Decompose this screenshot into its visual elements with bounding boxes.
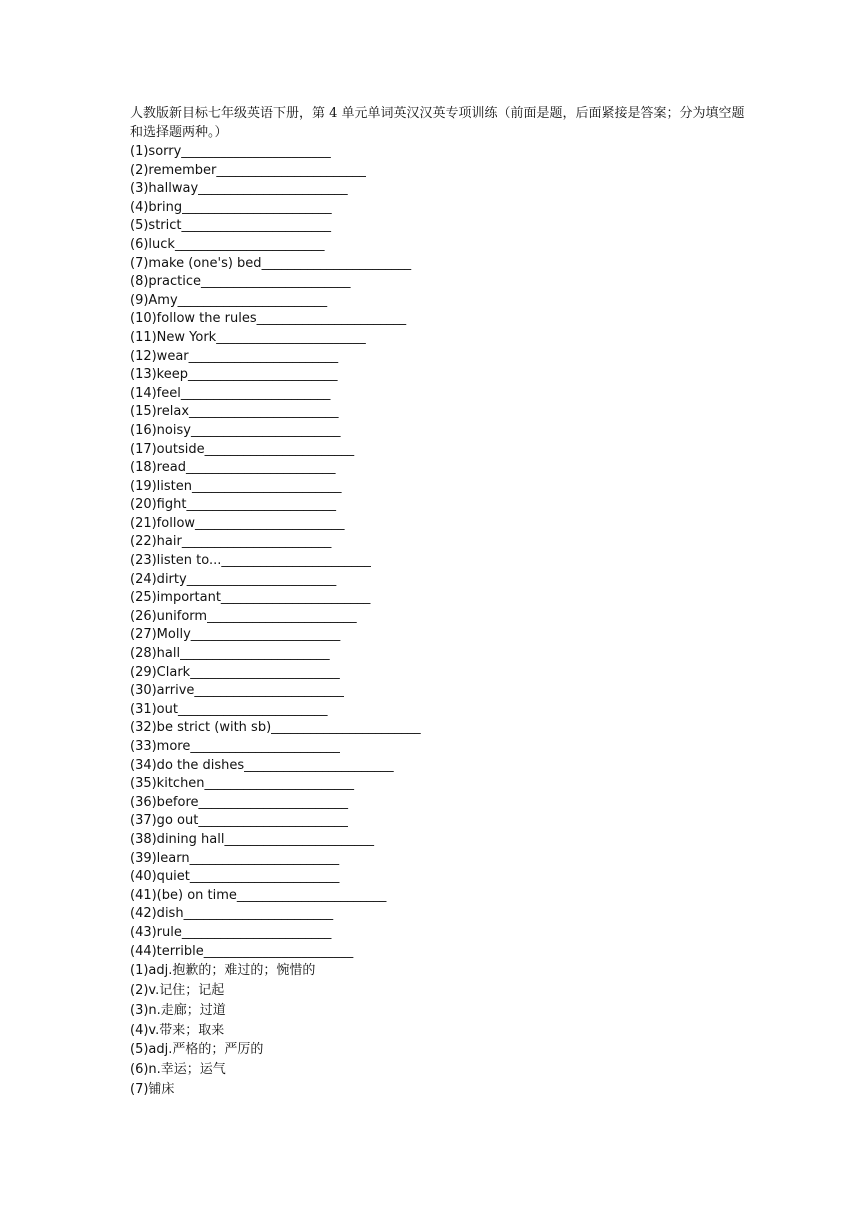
answer-blank: _______________________	[189, 869, 340, 885]
question-item	[130, 738, 750, 757]
question-item	[130, 924, 750, 943]
answer-meaning: 带来；取来	[159, 1022, 225, 1038]
answer-blank: _______________________	[261, 255, 412, 271]
question-item	[130, 626, 750, 645]
answer-blank: _______________________	[198, 813, 348, 829]
answer-part-of-speech: adj.	[148, 963, 173, 979]
answer-blank: _______________________	[195, 515, 345, 531]
question-item	[130, 459, 750, 478]
question-term: (10)follow the rules	[130, 311, 257, 327]
question-item	[130, 943, 750, 962]
question-term: (29)Clark	[130, 664, 191, 680]
question-term: (19)listen	[130, 478, 193, 494]
question-item	[130, 385, 750, 404]
question-term: (16)noisy	[130, 422, 191, 438]
answer-meaning: 记住；记起	[159, 982, 225, 998]
question-item	[130, 329, 750, 348]
question-term: (5)strict	[130, 218, 182, 234]
question-term: (25)important	[130, 590, 221, 606]
question-item	[130, 812, 750, 831]
answer-blank: _______________________	[203, 943, 354, 959]
answer-blank: _______________________	[271, 720, 421, 736]
answer-blank: _______________________	[216, 329, 366, 345]
question-item	[130, 664, 750, 683]
question-term: (18)read	[130, 460, 186, 476]
answer-meaning: 铺床	[148, 1081, 175, 1097]
question-term: (11)New York	[130, 329, 217, 345]
answer-blank: _______________________	[190, 627, 341, 643]
answer-blank: _______________________	[180, 646, 330, 662]
question-term: (2)remember	[130, 162, 217, 178]
answer-blank: _______________________	[224, 831, 374, 847]
question-item	[130, 366, 750, 385]
answer-blank: _______________________	[182, 199, 332, 215]
answer-number: (2)	[130, 982, 149, 998]
question-term: (22)hair	[130, 534, 182, 550]
answer-blank: _______________________	[177, 292, 328, 308]
question-item	[130, 236, 750, 255]
question-term: (44)terrible	[130, 943, 204, 959]
question-item	[130, 348, 750, 367]
question-item	[130, 757, 750, 776]
question-term: (37)go out	[130, 813, 199, 829]
answer-blank: _______________________	[180, 385, 331, 401]
answer-blank: _______________________	[256, 311, 407, 327]
question-term: (20)fight	[130, 497, 187, 513]
answer-number: (4)	[130, 1022, 149, 1038]
question-item	[130, 292, 750, 311]
answer-part-of-speech: n.	[148, 1002, 161, 1018]
question-term: (27)Molly	[130, 627, 191, 643]
answer-item	[130, 981, 750, 1001]
answer-blank: _______________________	[190, 422, 341, 438]
question-term: (28)hall	[130, 646, 181, 662]
document-intro: 人教版新目标七年级英语下册，第 4 单元单词英汉汉英专项训练（前面是题，后面紧接是答案；分为填空题和选择题两种。）	[130, 106, 745, 140]
question-item	[130, 775, 750, 794]
question-term: (8)practice	[130, 274, 201, 290]
answer-blank: _______________________	[198, 181, 348, 197]
answer-blank: _______________________	[190, 739, 340, 754]
question-item	[130, 589, 750, 608]
answer-blank: _______________________	[189, 404, 339, 420]
question-term: (26)uniform	[130, 608, 208, 624]
answer-blank: _______________________	[236, 887, 387, 903]
answer-number: (3)	[130, 1002, 149, 1018]
question-item	[130, 478, 750, 497]
question-term: (39)learn	[130, 850, 190, 866]
answer-item	[130, 1040, 750, 1060]
answer-list	[130, 961, 750, 1100]
answer-part-of-speech: adj.	[148, 1042, 173, 1058]
question-item	[130, 199, 750, 218]
question-term: (31)out	[130, 701, 178, 717]
question-item	[130, 180, 750, 199]
answer-blank: _______________________	[186, 497, 336, 513]
answer-blank: _______________________	[181, 534, 332, 550]
answer-blank: _______________________	[244, 757, 394, 773]
question-term: (34)do the dishes	[130, 757, 245, 773]
answer-blank: _______________________	[220, 590, 371, 606]
question-item	[130, 255, 750, 274]
answer-item	[130, 1021, 750, 1041]
question-term: (6)luck	[130, 236, 175, 252]
answer-blank: _______________________	[186, 571, 337, 587]
question-term: (3)hallway	[130, 181, 199, 197]
answer-meaning: 走廊；过道	[160, 1002, 226, 1018]
answer-blank: _______________________	[189, 850, 340, 866]
answer-meaning: 幸运；运气	[160, 1062, 226, 1078]
question-item	[130, 310, 750, 329]
answer-blank: _______________________	[198, 794, 349, 810]
answer-blank: _______________________	[177, 701, 328, 717]
question-item	[130, 273, 750, 292]
question-term: (24)dirty	[130, 571, 187, 587]
question-item	[130, 794, 750, 813]
question-item	[130, 552, 750, 571]
question-item	[130, 645, 750, 664]
question-term: (38)dining hall	[130, 831, 225, 847]
question-term: (21)follow	[130, 515, 196, 531]
question-item	[130, 143, 750, 162]
question-term: (9)Amy	[130, 292, 178, 308]
answer-part-of-speech: v.	[148, 982, 160, 998]
question-term: (23)listen to...	[130, 553, 222, 569]
answer-item	[130, 1060, 750, 1080]
question-term: (17)outside	[130, 441, 205, 457]
answer-blank: _______________________	[183, 906, 334, 922]
question-item	[130, 868, 750, 887]
answer-blank: _______________________	[221, 553, 371, 569]
answer-part-of-speech: v.	[148, 1022, 160, 1038]
question-item	[130, 682, 750, 701]
question-item	[130, 403, 750, 422]
question-item	[130, 515, 750, 534]
question-term: (1)sorry	[130, 144, 182, 159]
answer-blank: _______________________	[181, 924, 332, 940]
question-item	[130, 850, 750, 869]
answer-blank: _______________________	[185, 460, 336, 476]
question-item	[130, 905, 750, 924]
answer-blank: _______________________	[207, 608, 357, 624]
answer-number: (5)	[130, 1042, 149, 1058]
question-term: (36)before	[130, 794, 199, 810]
answer-part-of-speech: n.	[148, 1062, 161, 1078]
question-item	[130, 887, 750, 906]
question-item	[130, 162, 750, 181]
answer-number: (1)	[130, 963, 149, 979]
question-term: (12)wear	[130, 348, 189, 364]
question-term: (42)dish	[130, 906, 184, 922]
question-term: (13)keep	[130, 367, 188, 383]
answer-blank: _______________________	[174, 236, 325, 252]
answer-blank: _______________________	[188, 367, 338, 383]
answer-number: (7)	[130, 1081, 149, 1097]
answer-blank: _______________________	[188, 348, 339, 364]
document-content	[130, 104, 750, 1100]
question-term: (30)arrive	[130, 683, 195, 699]
answer-meaning: 严格的；严厉的	[172, 1042, 264, 1058]
answer-blank: _______________________	[192, 478, 342, 494]
answer-blank: _______________________	[181, 144, 331, 159]
question-item	[130, 719, 750, 738]
question-item	[130, 831, 750, 850]
question-term: (4)bring	[130, 199, 183, 215]
question-item	[130, 496, 750, 515]
answer-number: (6)	[130, 1062, 149, 1078]
question-term: (33)more	[130, 739, 191, 754]
answer-blank: _______________________	[204, 441, 355, 457]
question-item	[130, 217, 750, 236]
answer-blank: _______________________	[190, 664, 340, 680]
question-item	[130, 422, 750, 441]
question-term: (43)rule	[130, 924, 182, 940]
question-term: (32)be strict (with sb)	[130, 720, 272, 736]
answer-meaning: 抱歉的；难过的；惋惜的	[172, 963, 316, 979]
question-item	[130, 441, 750, 460]
question-term: (41)(be) on time	[130, 887, 237, 903]
question-term: (7)make (one's) bed	[130, 255, 262, 271]
question-term: (35)kitchen	[130, 776, 205, 792]
question-term: (15)relax	[130, 404, 190, 420]
question-term: (14)feel	[130, 385, 181, 401]
answer-item	[130, 961, 750, 981]
question-item	[130, 533, 750, 552]
question-list	[130, 143, 750, 961]
answer-blank: _______________________	[194, 683, 344, 699]
question-item	[130, 571, 750, 590]
answer-item	[130, 1080, 750, 1100]
answer-blank: _______________________	[216, 162, 366, 178]
question-item	[130, 701, 750, 720]
answer-blank: _______________________	[204, 776, 355, 792]
answer-blank: _______________________	[200, 274, 351, 290]
answer-item	[130, 1001, 750, 1021]
question-term: (40)quiet	[130, 869, 190, 885]
answer-blank: _______________________	[181, 218, 331, 234]
question-item	[130, 608, 750, 627]
